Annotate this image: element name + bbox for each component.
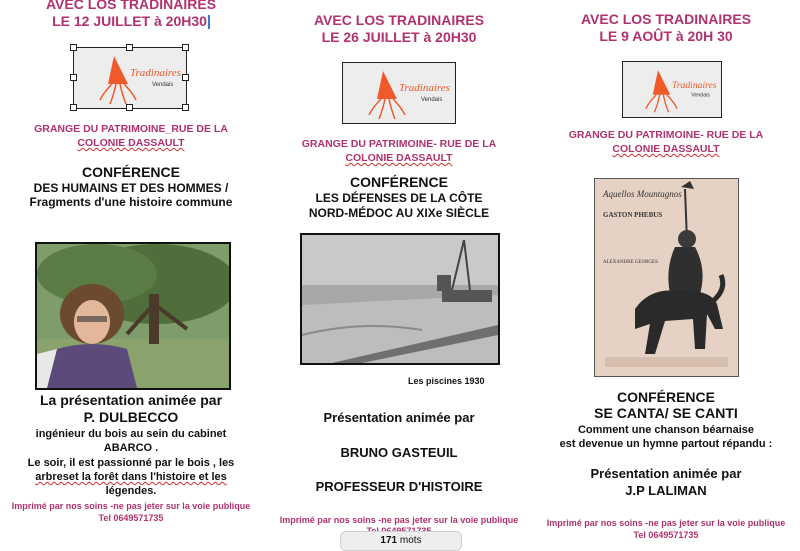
header-line-1: AVEC LOS TRADINAIRES [313,12,485,28]
svg-text:Tradinaires: Tradinaires [672,79,717,91]
resize-handle[interactable] [182,104,189,111]
photo-illustration [37,244,229,388]
presenter-desc-5: légendes. [105,485,157,497]
venue-line-1: GRANGE DU PATRIMOINE_RUE DE LA [34,123,228,135]
svg-text:Vendais: Vendais [691,92,710,99]
conference-title: SE CANTA/ SE CANTI [594,405,738,421]
footer-print-note: Imprimé par nos soins -ne pas jeter sur la voie publique [279,515,519,525]
logo-image [622,61,722,118]
presenter-desc-4: arbreset la forêt dans l'histoire et les [35,471,227,483]
conference-heading: CONFÉRENCE [616,389,715,405]
conference-title-2: NORD-MÉDOC AU XIXe SIÈCLE [308,206,490,220]
header-date: LE 9 AOÛT à 20H 30 [599,28,733,44]
logo-image-selected[interactable] [73,47,187,109]
logo-image [342,62,456,124]
speaker-photo [35,242,231,390]
photo-illustration [302,235,498,363]
presenter-intro: Présentation animée par [323,410,475,425]
venue-line-1: GRANGE DU PATRIMOINE- RUE DE LA [568,129,764,141]
presenter-name: BRUNO GASTEUIL [340,445,458,460]
song-desc-1: Comment une chanson béarnaise [577,424,755,436]
word-count-indicator[interactable]: 171 mots [340,531,462,551]
svg-text:Aquellos Mountagnos: Aquellos Mountagnos [603,189,682,199]
header-line-1: AVEC LOS TRADINAIRES [45,0,217,12]
conference-title-1: DES HUMAINS ET DES HOMMES / [33,181,229,195]
svg-text:Tradinaires: Tradinaires [399,82,450,94]
tradinaires-logo-icon [623,62,721,117]
venue-line-2: COLONIE DASSAULT [612,143,720,155]
photo-caption: Les piscines 1930 [408,376,485,386]
flyer-column-1 [0,0,262,547]
presenter-intro: Présentation animée par [590,466,742,481]
resize-handle[interactable] [182,44,189,51]
resize-handle[interactable] [70,44,77,51]
venue-line-2: COLONIE DASSAULT [77,137,185,149]
presenter-title: PROFESSEUR D'HISTOIRE [315,479,483,494]
presenter-desc-3: Le soir, il est passionné par le bois , les [27,457,235,469]
resize-handle[interactable] [126,44,133,51]
conference-heading: CONFÉRENCE [81,164,180,180]
tradinaires-logo-icon [74,48,186,108]
flyer-column-3 [535,0,797,547]
flyer-column-2 [268,0,530,547]
conference-heading: CONFÉRENCE [349,174,448,190]
header-line-1: AVEC LOS TRADINAIRES [580,11,752,27]
presenter-intro: La présentation animée par [39,392,223,408]
presenter-name: J.P LALIMAN [625,483,707,498]
footer-print-note: Imprimé par nos soins -ne pas jeter sur la voie publique [11,501,251,511]
svg-text:Tradinaires: Tradinaires [130,67,181,79]
resize-handle[interactable] [70,104,77,111]
poster-illustration [595,179,738,376]
historic-photo [300,233,500,365]
song-poster [594,178,739,377]
tradinaires-logo-icon [343,63,455,123]
text-cursor [208,15,210,29]
resize-handle[interactable] [70,74,77,81]
header-date: LE 12 JUILLET à 20H30 [0,13,262,30]
footer-phone: Tel 0649571735 [98,513,164,523]
svg-text:ALEXANDRE GEORGES: ALEXANDRE GEORGES [603,260,658,265]
svg-text:Vendais: Vendais [152,82,174,88]
footer-phone: Tel 0649571735 [633,530,699,540]
song-desc-2: est devenue un hymne partout répandu : [559,438,773,450]
presenter-desc-2: ABARCO . [103,442,159,454]
svg-text:Vendais: Vendais [421,97,443,103]
conference-title-2: Fragments d'une histoire commune [29,195,233,209]
header-date: LE 26 JUILLET à 20H30 [321,29,477,45]
conference-title-1: LES DÉFENSES DE LA CÔTE [315,191,483,205]
resize-handle[interactable] [126,104,133,111]
presenter-desc-1: ingénieur du bois au sein du cabinet [35,428,227,440]
resize-handle[interactable] [182,74,189,81]
footer-print-note: Imprimé par nos soins -ne pas jeter sur la voie publique [546,518,786,528]
venue-line-2: COLONIE DASSAULT [345,152,453,164]
presenter-name: P. DULBECCO [83,409,179,425]
venue-line-1: GRANGE DU PATRIMOINE- RUE DE LA [301,138,497,150]
svg-text:GASTON PHEBUS: GASTON PHEBUS [603,211,663,219]
